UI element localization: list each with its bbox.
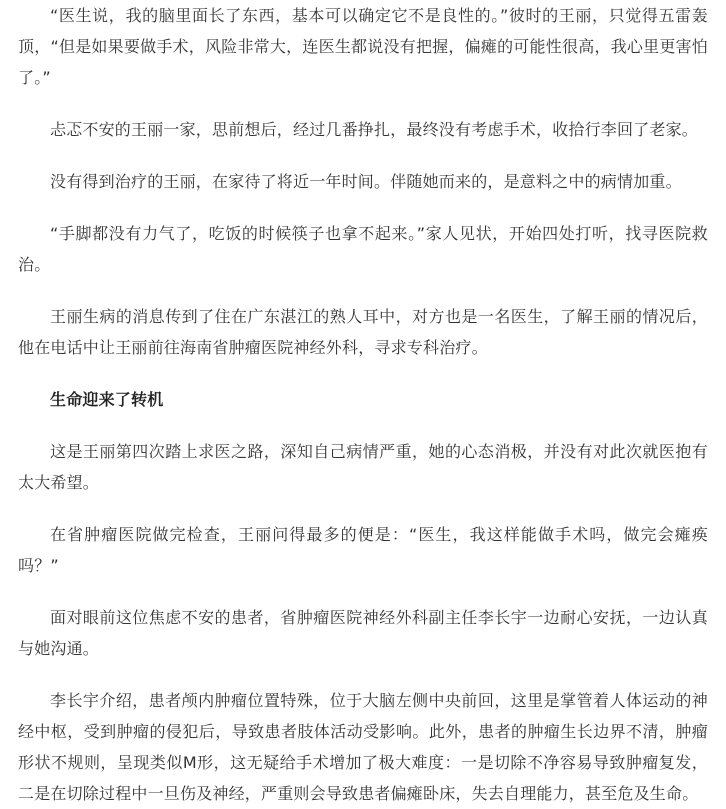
paragraph-condition-worsened: 没有得到治疗的王丽，在家待了将近一年时间。伴随她而来的，是意料之中的病情加重。 bbox=[50, 172, 682, 191]
paragraph-return-home: 忐忑不安的王丽一家，思前想后，经过几番挣扎，最终没有考虑手术，收拾行李回了老家。 bbox=[50, 120, 699, 139]
paragraph-fourth-visit: 这是王丽第四次踏上求医之路，深知自己病情严重，她的心态消极，并没有对此次就医抱有太大希望。 bbox=[18, 442, 708, 492]
article-body bbox=[18, 0, 708, 809]
paragraph-question: 在省肿瘤医院做完检查，王丽问得最多的便是：“医生，我这样能做手术吗，做完会瘫痪吗？” bbox=[18, 525, 708, 575]
paragraph-referral: 王丽生病的消息传到了住在广东湛江的熟人耳中，对方也是一名医生，了解王丽的情况后，他在电话中让王丽前往海南省肿瘤医院神经外科，寻求专科治疗。 bbox=[18, 307, 708, 357]
paragraph-seek-treatment: “手脚都没有力气了，吃饭的时候筷子也拿不起来。”家人见状，开始四处打听，找寻医院救治。 bbox=[18, 224, 708, 274]
paragraph-tumor-details: 李长宇介绍，患者颅内肿瘤位置特殊，位于大脑左侧中央前回，这里是掌管着人体运动的神经中枢，受到肿瘤的侵犯后，导致患者肢体活动受影响。此外，患者的肿瘤生长边界不清，肿瘤形状不规则，呈现类似M形，这无疑给手术增加了极大难度：一是切除不净容易导致肿瘤复发，二是在切除过程中一旦伤及神经，严重则会导致患者偏瘫卧床，失去自理能力，甚至危及生命。 bbox=[18, 691, 708, 803]
paragraph-doctor-comfort: 面对眼前这位焦虑不安的患者，省肿瘤医院神经外科副主任李长宇一边耐心安抚，一边认真与她沟通。 bbox=[18, 608, 708, 658]
paragraph-diagnosis: “医生说，我的脑里面长了东西，基本可以确定它不是良性的。”彼时的王丽，只觉得五雷轰顶，“但是如果要做手术，风险非常大，连医生都说没有把握，偏瘫的可能性很高，我心里更害怕了。” bbox=[18, 6, 708, 87]
section-subheading: 生命迎来了转机 bbox=[50, 390, 164, 409]
